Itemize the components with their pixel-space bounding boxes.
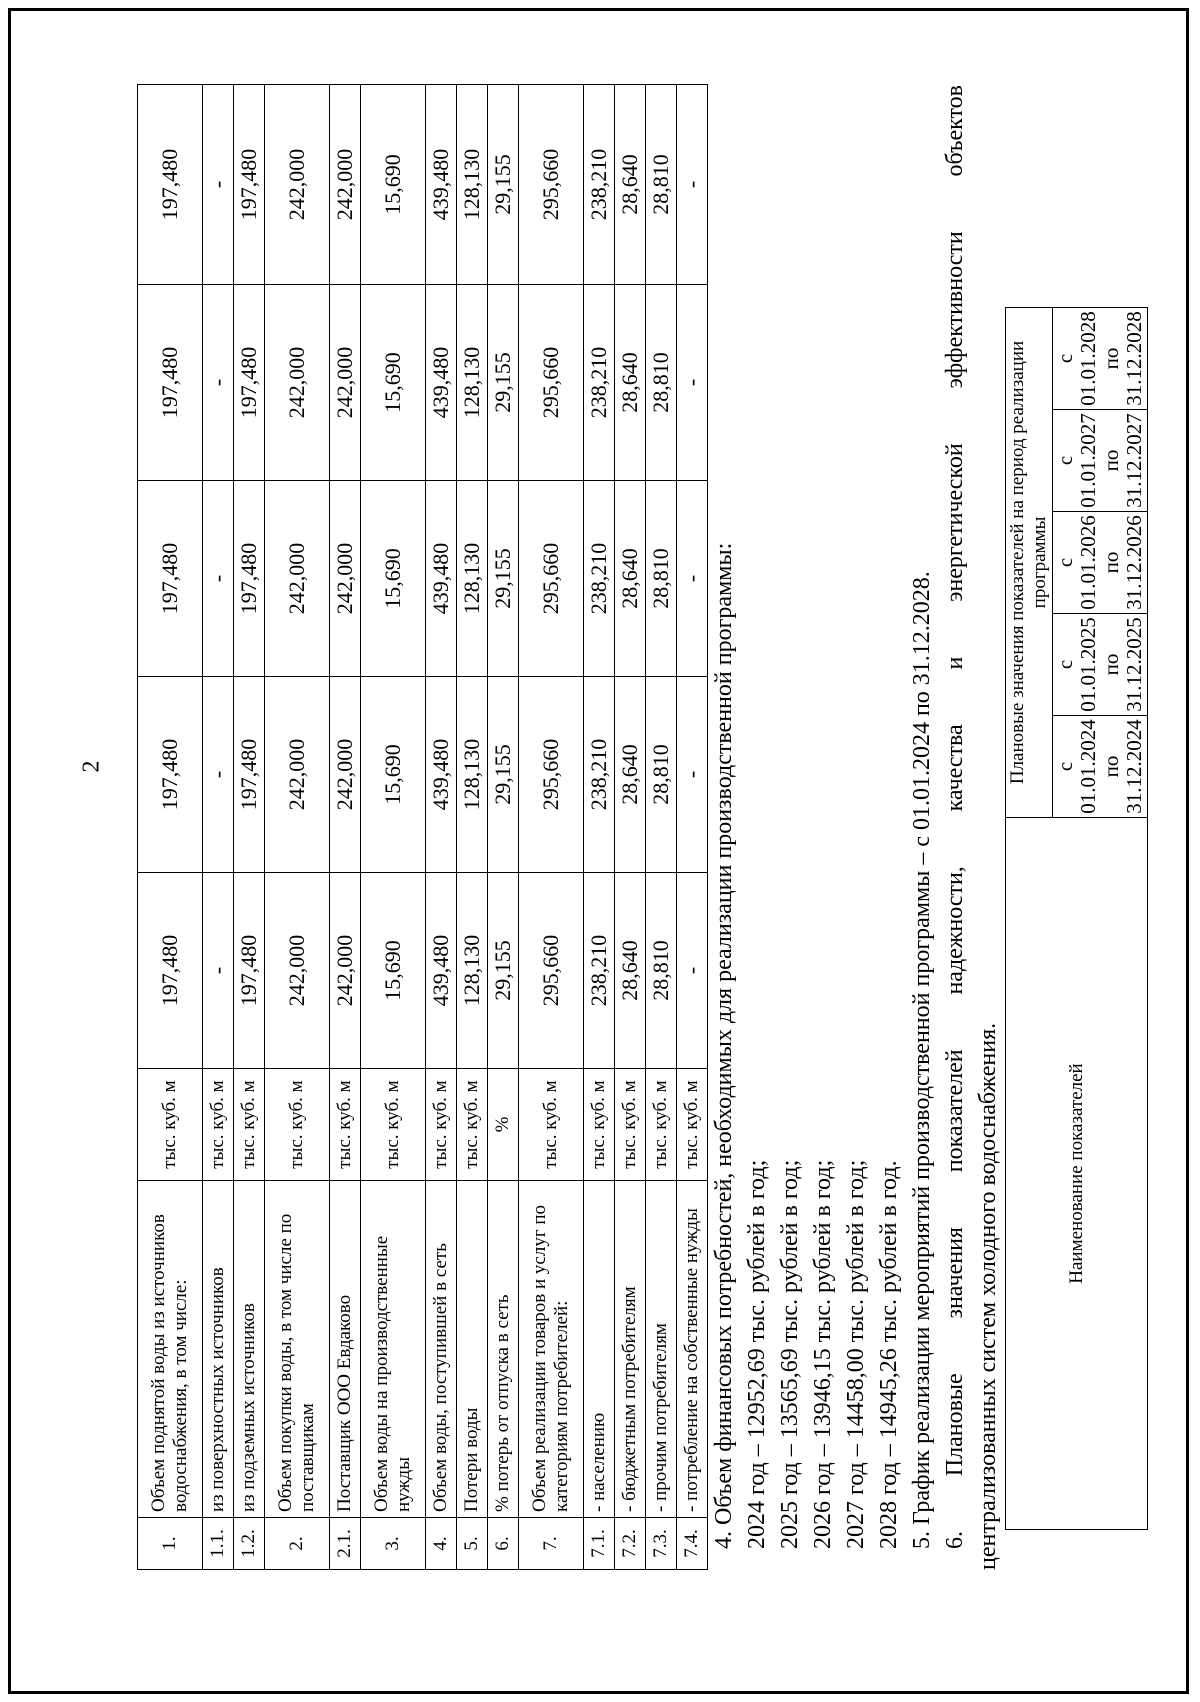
year-value: 295,660 (519, 873, 584, 1069)
year-value: 28,810 (646, 481, 677, 677)
indicator-name: - населению (584, 1181, 615, 1518)
unit: % (488, 1069, 519, 1181)
table-row (138, 85, 203, 1570)
year-value: 15,690 (361, 873, 426, 1069)
year-value: 128,130 (457, 481, 488, 677)
period-to: 31.12.2028 (1121, 311, 1146, 406)
year-value: 128,130 (457, 677, 488, 873)
year-value: 197,480 (234, 285, 265, 481)
period-to: 31.12.2025 (1121, 617, 1146, 712)
year-value: 15,690 (361, 85, 426, 285)
table-row (426, 85, 457, 1570)
row-number: 1. (138, 1518, 203, 1570)
table-row (361, 85, 426, 1570)
indicator-name: % потерь от отпуска в сеть (488, 1181, 519, 1518)
unit: тыс. куб. м (203, 1069, 234, 1181)
year-value: 238,210 (584, 285, 615, 481)
year-value: 128,130 (457, 285, 488, 481)
unit: тыс. куб. м (138, 1069, 203, 1181)
unit: тыс. куб. м (234, 1069, 265, 1181)
year-value: - (677, 481, 708, 677)
indicators-table (1005, 307, 1148, 1530)
row-number: 7. (519, 1518, 584, 1570)
year-value: 197,480 (234, 873, 265, 1069)
year-value: 242,000 (265, 85, 330, 285)
period-header (1052, 716, 1147, 818)
indicator-name: Объем воды на производственные нужды (361, 1181, 426, 1518)
year-value: 128,130 (457, 873, 488, 1069)
row-number: 7.2. (615, 1518, 646, 1570)
row-number: 7.3. (646, 1518, 677, 1570)
period-from: с 01.01.2028 (1052, 311, 1100, 406)
period-header (1052, 614, 1147, 716)
unit: тыс. куб. м (426, 1069, 457, 1181)
financial-needs-line: 2026 год – 13946,15 тыс. рублей в год; (810, 1159, 836, 1549)
section5-text: 5. График реализации мероприятий производственной программы – с 01.01.2024 по 31.12.2028. (909, 571, 935, 1549)
row-number: 2. (265, 1518, 330, 1570)
year-value: 439,480 (426, 85, 457, 285)
row-number: 5. (457, 1518, 488, 1570)
unit: тыс. куб. м (584, 1069, 615, 1181)
period-from: с 01.01.2027 (1052, 413, 1100, 508)
year-value: 15,690 (361, 285, 426, 481)
indicator-name: Объем поднятой воды из источников водоснабжения, в том числе: (138, 1181, 203, 1518)
year-value: 439,480 (426, 677, 457, 873)
section6-heading-line1: 6. Плановые значения показателей надежности, качества и энергетической эффективности объектов (942, 85, 968, 1549)
production-program-table (137, 84, 708, 1570)
period-header (1052, 307, 1147, 409)
year-value: - (203, 85, 234, 285)
rotated-page-content (137, 85, 1146, 1570)
year-value: - (203, 481, 234, 677)
table-row (203, 85, 234, 1570)
indicator-name: Объем воды, поступившей в сеть (426, 1181, 457, 1518)
indicator-name: Потери воды (457, 1181, 488, 1518)
financial-needs-line: 2025 год – 13565,69 тыс. рублей в год; (777, 1159, 803, 1549)
year-value: 197,480 (138, 873, 203, 1069)
indicator-name: - потребление на собственные нужды (677, 1181, 708, 1518)
year-value: 28,640 (615, 85, 646, 285)
year-value: 128,130 (457, 85, 488, 285)
year-value: 197,480 (234, 85, 265, 285)
unit: тыс. куб. м (265, 1069, 330, 1181)
period-header (1052, 512, 1147, 614)
year-value: 242,000 (330, 873, 361, 1069)
year-value: 295,660 (519, 285, 584, 481)
year-value: 238,210 (584, 677, 615, 873)
year-value: 242,000 (265, 873, 330, 1069)
unit: тыс. куб. м (646, 1069, 677, 1181)
year-value: - (677, 677, 708, 873)
period-mid: по (1098, 347, 1123, 370)
year-value: 28,640 (615, 285, 646, 481)
row-number: 2.1. (330, 1518, 361, 1570)
unit: тыс. куб. м (361, 1069, 426, 1181)
year-value: 197,480 (138, 677, 203, 873)
period-mid: по (1098, 449, 1123, 472)
year-value: 295,660 (519, 677, 584, 873)
period-from: с 01.01.2026 (1052, 515, 1100, 610)
period-from: с 01.01.2024 (1052, 719, 1100, 814)
table-row (234, 85, 265, 1570)
row-number: 7.4. (677, 1518, 708, 1570)
row-number: 6. (488, 1518, 519, 1570)
year-value: 29,155 (488, 85, 519, 285)
year-value: - (677, 873, 708, 1069)
indicator-name: из подземных источников (234, 1181, 265, 1518)
year-value: - (203, 677, 234, 873)
indicator-name: Объем покупки воды, в том числе по поставщикам (265, 1181, 330, 1518)
year-value: 242,000 (330, 85, 361, 285)
year-value: 28,640 (615, 481, 646, 677)
period-mid: по (1098, 551, 1123, 574)
table-row (584, 85, 615, 1570)
period-header (1052, 410, 1147, 512)
period-to: 31.12.2024 (1121, 719, 1146, 814)
year-value: 197,480 (138, 285, 203, 481)
year-value: - (677, 285, 708, 481)
indicator-name: Поставщик ООО Евдаково (330, 1181, 361, 1518)
year-value: 242,000 (330, 481, 361, 677)
year-value: 439,480 (426, 873, 457, 1069)
year-value: 197,480 (234, 677, 265, 873)
row-number: 4. (426, 1518, 457, 1570)
row-number: 1.1. (203, 1518, 234, 1570)
table-row (330, 85, 361, 1570)
year-value: 197,480 (138, 85, 203, 285)
table-row (265, 85, 330, 1570)
year-value: 238,210 (584, 481, 615, 677)
year-value: 238,210 (584, 85, 615, 285)
indicator-name: - прочим потребителям (646, 1181, 677, 1518)
year-value: 197,480 (138, 481, 203, 677)
year-value: 28,810 (646, 873, 677, 1069)
period-mid: по (1098, 653, 1123, 676)
year-value: 242,000 (265, 481, 330, 677)
indicator-name: из поверхностных источников (203, 1181, 234, 1518)
table-row (677, 85, 708, 1570)
year-value: - (203, 873, 234, 1069)
table-row (646, 85, 677, 1570)
row-number: 3. (361, 1518, 426, 1570)
year-value: 295,660 (519, 85, 584, 285)
year-value: 295,660 (519, 481, 584, 677)
unit: тыс. куб. м (519, 1069, 584, 1181)
year-value: 242,000 (330, 285, 361, 481)
row-number: 1.2. (234, 1518, 265, 1570)
year-value: 28,810 (646, 285, 677, 481)
year-value: 242,000 (330, 677, 361, 873)
period-to: 31.12.2027 (1121, 413, 1146, 508)
indicator-name: - бюджетным потребителям (615, 1181, 646, 1518)
program-text (708, 85, 1005, 1570)
year-value: - (203, 285, 234, 481)
planned-values-header: Плановые значения показателей на период реализации программы (1006, 307, 1053, 817)
financial-needs-line: 2027 год – 14458,00 тыс. рублей в год; (843, 1159, 869, 1549)
unit: тыс. куб. м (330, 1069, 361, 1181)
indicator-name: Объем реализации товаров и услуг по категориям потребителей: (519, 1181, 584, 1518)
table-row (519, 85, 584, 1570)
section6-heading-line2: централизованных систем холодного водоснабжения. (975, 1022, 1001, 1570)
year-value: 29,155 (488, 677, 519, 873)
year-value: 29,155 (488, 285, 519, 481)
unit: тыс. куб. м (615, 1069, 646, 1181)
year-value: 242,000 (265, 677, 330, 873)
period-from: с 01.01.2025 (1052, 617, 1100, 712)
page-number: 2 (78, 760, 105, 773)
year-value: 439,480 (426, 481, 457, 677)
year-value: - (677, 85, 708, 285)
period-mid: по (1098, 755, 1123, 778)
financial-needs-line: 2024 год – 12952,69 тыс. рублей в год; (744, 1159, 770, 1549)
table-row (488, 85, 519, 1570)
unit: тыс. куб. м (677, 1069, 708, 1181)
year-value: 238,210 (584, 873, 615, 1069)
row-number: 7.1. (584, 1518, 615, 1570)
year-value: 29,155 (488, 873, 519, 1069)
year-value: 28,640 (615, 677, 646, 873)
section4-heading: 4. Объем финансовых потребностей, необходимых для реализации производственной программы: (711, 542, 737, 1549)
period-to: 31.12.2026 (1121, 515, 1146, 610)
year-value: 28,810 (646, 677, 677, 873)
year-value: 28,640 (615, 873, 646, 1069)
year-value: 242,000 (265, 285, 330, 481)
table-row (457, 85, 488, 1570)
year-value: 29,155 (488, 481, 519, 677)
year-value: 197,480 (234, 481, 265, 677)
unit: тыс. куб. м (457, 1069, 488, 1181)
financial-needs-list (741, 85, 906, 1570)
indicator-name-header: Наименование показателей (1006, 818, 1148, 1530)
table-row (615, 85, 646, 1570)
year-value: 15,690 (361, 481, 426, 677)
year-value: 15,690 (361, 677, 426, 873)
financial-needs-line: 2028 год – 14945,26 тыс. рублей в год. (876, 1160, 902, 1549)
year-value: 28,810 (646, 85, 677, 285)
year-value: 439,480 (426, 285, 457, 481)
